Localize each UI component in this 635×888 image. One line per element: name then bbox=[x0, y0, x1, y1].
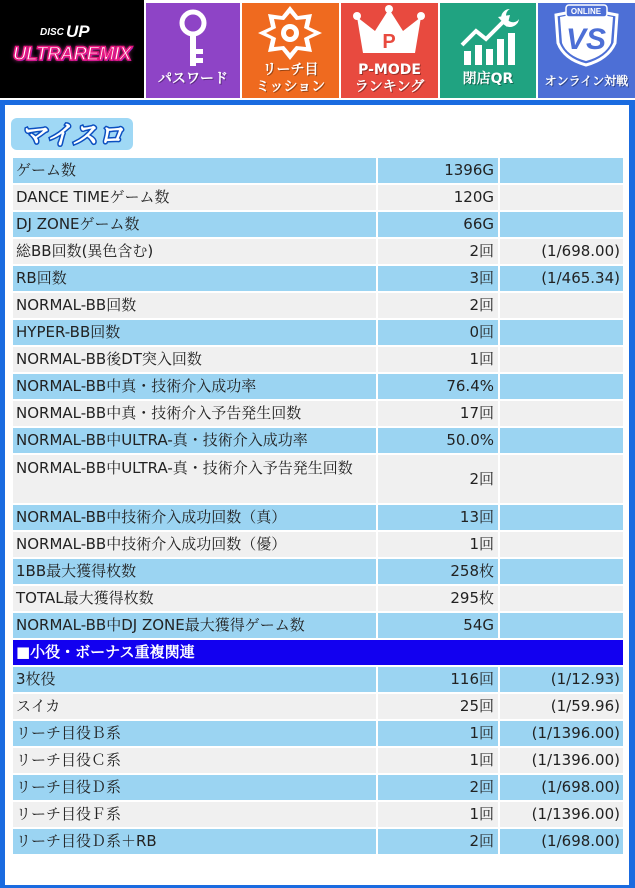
table-row: NORMAL-BB中技術介入成功回数（優） 1回 bbox=[13, 532, 623, 557]
table-row: NORMAL-BB回数 2回 bbox=[13, 293, 623, 318]
growth-chart-icon bbox=[440, 3, 536, 69]
key-icon bbox=[146, 3, 240, 73]
vs-shield-icon bbox=[538, 3, 635, 69]
section-title: ■小役・ボーナス重複関連 bbox=[16, 643, 195, 661]
mysuro-logo bbox=[10, 117, 134, 151]
svg-text:P: P bbox=[382, 31, 396, 53]
nav-pmode-ranking-button[interactable] bbox=[341, 3, 438, 98]
online-badge-text: ONLINE bbox=[570, 7, 602, 16]
nav-pmode-label-2: ランキング bbox=[354, 79, 425, 95]
table-row: DANCE TIMEゲーム数 120G bbox=[13, 185, 623, 210]
nav-online-battle-label: オンライン対戦 bbox=[544, 74, 629, 88]
nav-mission-label-2: ミッション bbox=[255, 79, 326, 95]
logo-up-text: UP bbox=[66, 22, 90, 41]
table-row: NORMAL-BB中ULTRA-真・技術介入成功率 50.0% bbox=[13, 428, 623, 453]
table-row: RB回数 3回 (1/465.34) bbox=[13, 266, 623, 291]
table-row: NORMAL-BB中DJ ZONE最大獲得ゲーム数 54G bbox=[13, 613, 623, 638]
logo-ultraremix-text: ULTRAREMIX bbox=[12, 44, 132, 65]
table-row: HYPER-BB回数 0回 bbox=[13, 320, 623, 345]
table-row: ゲーム数 1396G bbox=[13, 158, 623, 183]
mysuro-logo-text: マイスロ bbox=[20, 121, 124, 151]
table-row: リーチ目役Ｂ系 1回 (1/1396.00) bbox=[13, 721, 623, 746]
table-row: リーチ目役Ｃ系 1回 (1/1396.00) bbox=[13, 748, 623, 773]
section-header bbox=[13, 640, 623, 665]
table-row: NORMAL-BB中ULTRA-真・技術介入予告発生回数 2回 bbox=[13, 455, 623, 503]
nav-closing-qr-label: 閉店QR bbox=[462, 71, 514, 87]
table-row: NORMAL-BB中真・技術介入成功率 76.4% bbox=[13, 374, 623, 399]
table-row: リーチ目役Ｆ系 1回 (1/1396.00) bbox=[13, 802, 623, 827]
nav-password-button[interactable] bbox=[146, 3, 240, 98]
table-row: 1BB最大獲得枚数 258枚 bbox=[13, 559, 623, 584]
table-row: DJ ZONEゲーム数 66G bbox=[13, 212, 623, 237]
table-row: スイカ 25回 (1/59.96) bbox=[13, 694, 623, 719]
logo-disc-text: DISC bbox=[40, 27, 64, 38]
table-row: TOTAL最大獲得枚数 295枚 bbox=[13, 586, 623, 611]
mission-emblem-icon bbox=[242, 3, 339, 63]
nav-pmode-label-1: P-MODE bbox=[358, 62, 421, 78]
table-row: 総BB回数(異色含む) 2回 (1/698.00) bbox=[13, 239, 623, 264]
nav-mission-label-1: リーチ目 bbox=[262, 62, 319, 78]
table-row: NORMAL-BB中技術介入成功回数（真） 13回 bbox=[13, 505, 623, 530]
nav-closing-qr-button[interactable] bbox=[440, 3, 536, 98]
table-row: リーチ目役Ｄ系 2回 (1/698.00) bbox=[13, 775, 623, 800]
table-row: リーチ目役Ｄ系＋RB 2回 (1/698.00) bbox=[13, 829, 623, 854]
game-logo[interactable] bbox=[0, 0, 144, 98]
table-row: 3枚役 116回 (1/12.93) bbox=[13, 667, 623, 692]
nav-online-battle-button[interactable] bbox=[538, 3, 635, 98]
nav-mission-button[interactable] bbox=[242, 3, 339, 98]
top-navigation bbox=[0, 0, 635, 98]
table-row: NORMAL-BB後DT突入回数 1回 bbox=[13, 347, 623, 372]
crown-icon bbox=[341, 3, 438, 63]
table-row: NORMAL-BB中真・技術介入予告発生回数 17回 bbox=[13, 401, 623, 426]
vs-mark-text: VS bbox=[565, 23, 607, 56]
nav-password-label: パスワード bbox=[158, 71, 228, 87]
